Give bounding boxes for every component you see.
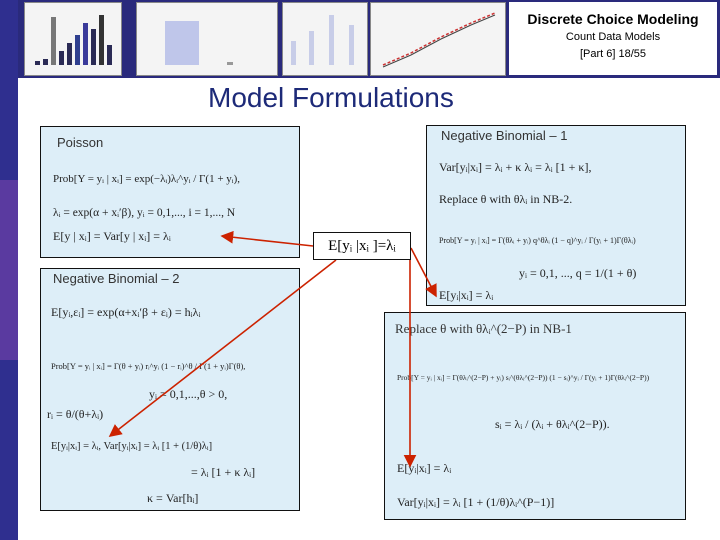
course-subtitle: Count Data Models: [565, 31, 661, 43]
arrow-to-nb2: [110, 260, 336, 436]
nb2-heading: Negative Binomial – 2: [53, 271, 180, 286]
course-title: Discrete Choice Modeling: [527, 11, 699, 27]
mean-callout: E[yᵢ |xᵢ ]=λᵢ: [313, 232, 411, 260]
poisson-mean-variance: E[y | xᵢ] = Var[y | xᵢ] = λᵢ: [53, 229, 171, 243]
nb1-probability-formula: Prob[Y = yᵢ | xᵢ] = Γ(θλᵢ + yᵢ) q^θλᵢ (1 − q)^yᵢ / Γ(yᵢ + 1)Γ(θλᵢ): [439, 236, 636, 245]
nb2-kappa-definition: κ = Var[hᵢ]: [147, 491, 199, 505]
poisson-lambda-formula: λᵢ = exp(α + xᵢ′β), yᵢ = 0,1,..., i = 1,..., N: [53, 207, 236, 219]
nb1-heading: Negative Binomial – 1: [441, 128, 568, 143]
arrow-to-nb1: [411, 248, 436, 296]
nb1-replace-note: Replace θ with θλᵢ in NB-2.: [439, 192, 573, 206]
nb2-mean-with-heterogeneity: E[yᵢ,εᵢ] = exp(α+xᵢ′β + εᵢ) = hᵢλᵢ: [51, 305, 201, 319]
poisson-heading: Poisson: [57, 135, 104, 150]
nb2-probability-formula: Prob[Y = yᵢ | xᵢ] = Γ(θ + yᵢ) rᵢ^yᵢ (1 − rᵢ)^θ / Γ(1 + yᵢ)Γ(θ),: [51, 361, 246, 371]
nb1-support: yᵢ = 0,1, ..., q = 1/(1 + θ): [519, 266, 637, 280]
nb2-mean-variance: E[yᵢ|xᵢ] = λᵢ, Var[yᵢ|xᵢ] = λᵢ [1 + (1/θ)λᵢ]: [51, 441, 213, 452]
nb2-r-definition: rᵢ = θ/(θ+λᵢ): [47, 407, 104, 421]
arrow-to-poisson: [222, 236, 313, 246]
slide-number: [Part 6] 18/55: [579, 48, 647, 60]
nbp-heading: Replace θ with θλᵢ^(2−P) in NB-1: [395, 321, 572, 336]
nbp-mean: E[yᵢ|xᵢ] = λᵢ: [397, 461, 452, 475]
nb1-variance: Var[yᵢ|xᵢ] = λᵢ + κ λᵢ = λᵢ [1 + κ],: [439, 160, 592, 174]
slide-title: Model Formulations: [208, 82, 454, 113]
nbp-variance: Var[yᵢ|xᵢ] = λᵢ [1 + (1/θ)λᵢ^(P−1)]: [397, 495, 555, 509]
poisson-probability-formula: Prob[Y = yᵢ | xᵢ] = exp(−λᵢ)λᵢ^yᵢ / Γ(1 + yᵢ),: [53, 173, 240, 185]
nb2-variance-kappa: = λᵢ [1 + κ λᵢ]: [191, 465, 256, 479]
nb2-support: yᵢ = 0,1,...,θ > 0,: [149, 387, 228, 401]
nb1-mean: E[yᵢ|xᵢ] = λᵢ: [439, 288, 494, 302]
nbp-probability-formula: Prob[Y = yᵢ | xᵢ] = Γ(θλᵢ^(2−P) + yᵢ) sᵢ^(θλᵢ^(2−P)) (1 − sᵢ)^yᵢ / Γ(yᵢ + 1)Γ(θλᵢ^(2−P)): [397, 373, 650, 382]
nbp-s-definition: sᵢ = λᵢ / (λᵢ + θλᵢ^(2−P)).: [495, 417, 610, 431]
